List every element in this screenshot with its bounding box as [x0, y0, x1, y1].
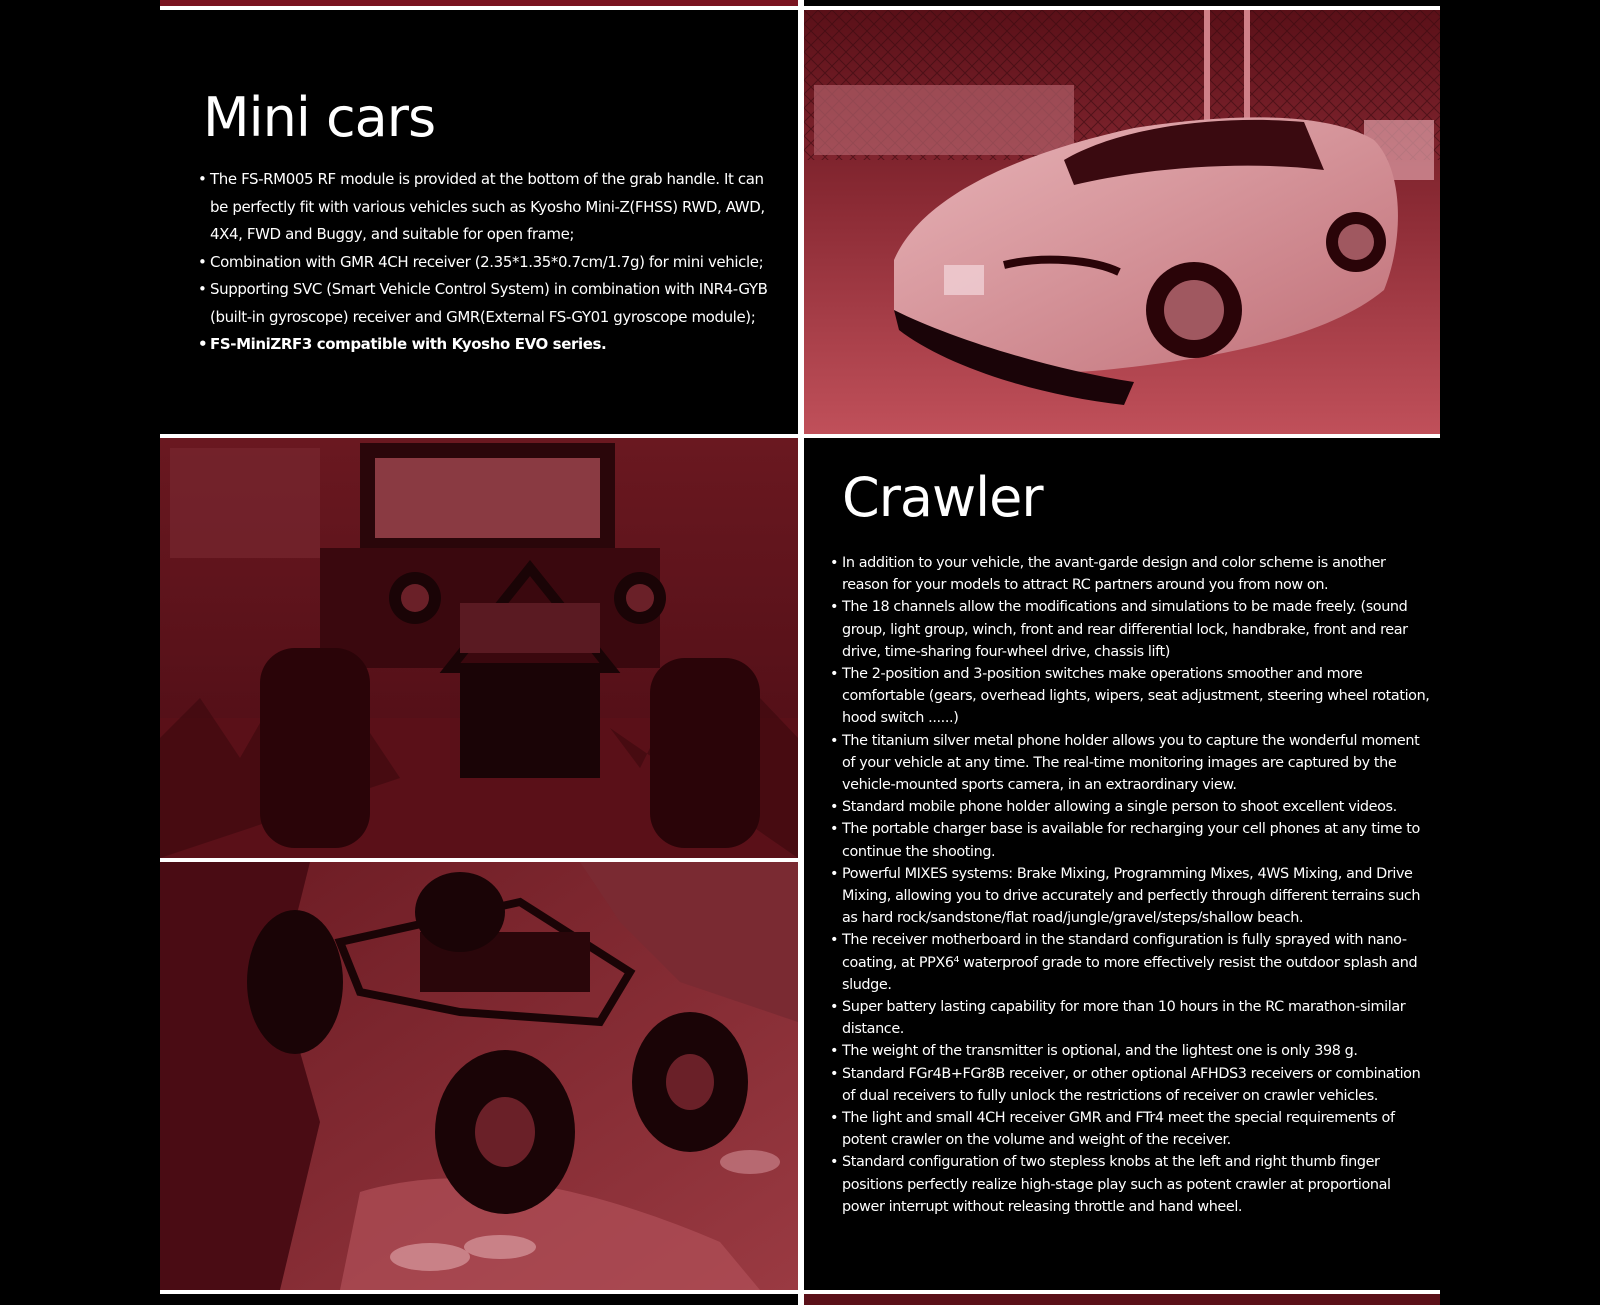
feature-item: • Standard mobile phone holder allowing a single person to shoot excellent videos.	[830, 796, 1430, 818]
feature-item: • Standard FGr4B+FGr8B receiver, or other optional AFHDS3 receivers or combination of dual receivers to fully unlock the restrictions of receiver on crawler vehicles.	[830, 1063, 1430, 1107]
feature-item: • Standard configuration of two stepless knobs at the left and right thumb finger positions perfectly realize high-stage play such as potent crawler at proportional power interrupt without releasing throttle and hand wheel.	[830, 1151, 1430, 1218]
feature-item: • FS-MiniZRF3 compatible with Kyosho EVO series.	[198, 331, 783, 359]
feature-item: • Combination with GMR 4CH receiver (2.35*1.35*0.7cm/1.7g) for mini vehicle;	[198, 249, 783, 277]
rock-crawler-photo	[160, 862, 798, 1290]
feature-item: • The titanium silver metal phone holder allows you to capture the wonderful moment of your vehicle at any time. The real-time monitoring images are captured by the vehicle-mounted sports camera, in an extraordinary view.	[830, 730, 1430, 797]
feature-item: • The FS-RM005 RF module is provided at the bottom of the grab handle. It can be perfectly fit with various vehicles such as Kyosho Mini-Z(FHSS) RWD, AWD, 4X4, FWD and Buggy, and suitable for open frame;	[198, 166, 783, 249]
content-frame	[160, 0, 1440, 1305]
jeep-crawler-photo	[160, 438, 798, 858]
bottom-right-strip	[804, 1294, 1440, 1305]
crawler-panel	[804, 438, 1440, 1290]
feature-item: • Super battery lasting capability for more than 10 hours in the RC marathon-similar distance.	[830, 996, 1430, 1040]
mini-cars-feature-list	[198, 166, 783, 359]
crawler-feature-list	[830, 552, 1430, 1218]
mini-cars-panel	[160, 10, 798, 434]
top-right-strip	[804, 0, 1440, 6]
feature-item: • The 2-position and 3-position switches make operations smoother and more comfortable (gears, overhead lights, wipers, seat adjustment, steering wheel rotation, hood switch ......)	[830, 663, 1430, 730]
top-left-strip	[160, 0, 798, 6]
feature-item: • The receiver motherboard in the standard configuration is fully sprayed with nano-coating, at PPX6⁴ waterproof grade to more effectively resist the outdoor splash and sludge.	[830, 929, 1430, 996]
sports-car-photo	[804, 10, 1440, 434]
feature-item: • The light and small 4CH receiver GMR and FTr4 meet the special requirements of potent crawler on the volume and weight of the receiver.	[830, 1107, 1430, 1151]
bottom-left-strip	[160, 1294, 798, 1305]
mini-cars-title: Mini cars	[203, 86, 436, 149]
feature-item: • In addition to your vehicle, the avant-garde design and color scheme is another reason for your models to attract RC partners around you from now on.	[830, 552, 1430, 596]
crawler-title: Crawler	[842, 466, 1043, 529]
feature-item: • The 18 channels allow the modifications and simulations to be made freely. (sound group, light group, winch, front and rear differential lock, handbrake, front and rear drive, time-sharing four-wheel drive, chassis lift)	[830, 596, 1430, 663]
feature-item: • The weight of the transmitter is optional, and the lightest one is only 398 g.	[830, 1040, 1430, 1062]
feature-item: • The portable charger base is available for recharging your cell phones at any time to continue the shooting.	[830, 818, 1430, 862]
feature-item: • Supporting SVC (Smart Vehicle Control System) in combination with INR4-GYB (built-in gyroscope) receiver and GMR(External FS-GY01 gyroscope module);	[198, 276, 783, 331]
feature-item: • Powerful MIXES systems: Brake Mixing, Programming Mixes, 4WS Mixing, and Drive Mixing, allowing you to drive accurately and perfectly through different terrains such as hard rock/sandstone/flat road/jungle/gravel/steps/shallow beach.	[830, 863, 1430, 930]
